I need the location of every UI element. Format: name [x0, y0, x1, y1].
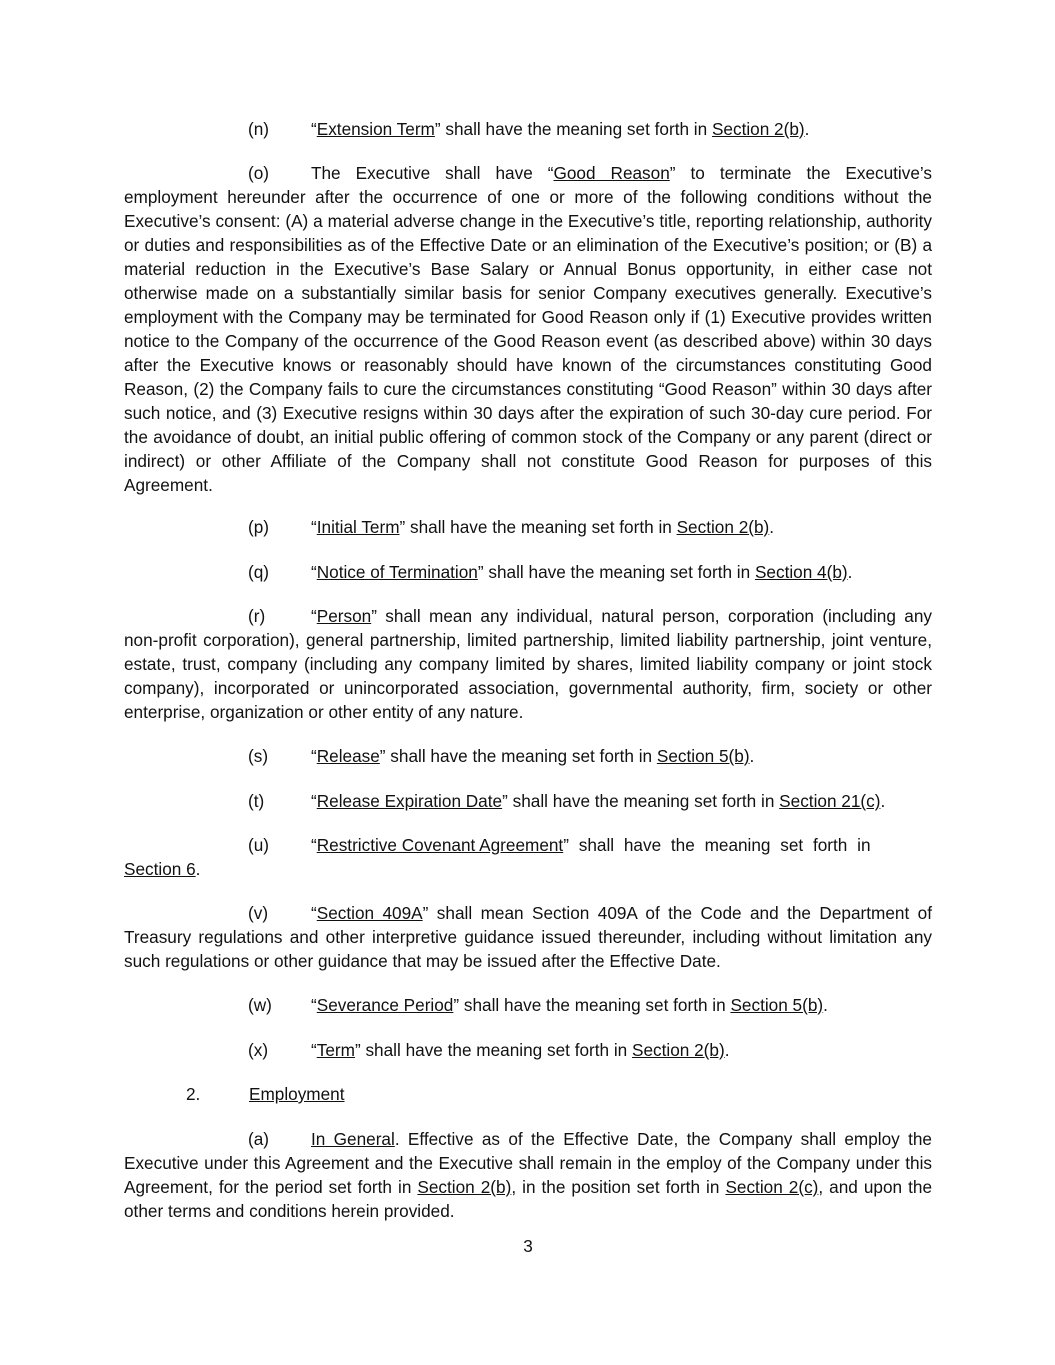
section-reference: Section 4(b) [754, 562, 848, 582]
item-label: (o) [248, 163, 270, 183]
definition-good-reason: (o) The Executive shall have “Good Reason” to terminate the Executive’s employment hereunder after the occurrence of one or more of the following conditions without the Executive’s consent: (A) a material adverse change in the Executive’s title, reporting relationship, authority or duties and responsibilities as of the Effective Date or an elimination of the Executive’s position; or (B) a material reduction in the Executive’s Base Salary or Annual Bonus opportunity, in either case not otherwise made on a substantially similar basis for senior Company executives generally. Executive’s employment with the Company may be terminated for Good Reason only if (1) Executive provides written notice to the Company of the occurrence of the Good Reason event (as described above) within 30 days after the Executive knows or reasonably should have known of the circumstances constituting Good Reason, (2) the Company fails to cure the circumstances constituting “Good Reason” within 30 days after such notice, and (3) Executive resigns within 30 days after the expiration of such 30-day cure period. For the avoidance of doubt, an initial public offering of common stock of the Company or any parent (direct or indirect) or other Affiliate of the Company shall not constitute Good Reason for purposes of this Agreement. [124, 163, 932, 495]
item-label: (u) [248, 835, 270, 855]
definition-person: (r) “Person” shall mean any individual, natural person, corporation (including any non-profit corporation), general partnership, limited partnership, limited liability partnership, joint venture, estate, trust, company (including any company limited by shares, limited liability company or joint stock company), incorporated or unincorporated association, governmental authority, firm, society or other enterprise, organization or other entity of any nature. [124, 606, 932, 722]
definition-section-409a: (v) “Section 409A” shall mean Section 409A of the Code and the Department of Treasury regulations and other interpretive guidance issued thereunder, including without limitation any such regulations or other guidance that may be issued after the Effective Date. [124, 903, 932, 971]
item-label: (q) [248, 562, 270, 582]
page-number: 3 [523, 1236, 533, 1256]
section-title: Employment [249, 1084, 345, 1104]
defined-term: Term [316, 1040, 355, 1060]
definition-extension-term: (n) “Extension Term” shall have the meaning set forth in Section 2(b). [248, 119, 810, 139]
section-reference: Section 2(b) [632, 1040, 725, 1060]
defined-term: Extension Term [316, 119, 435, 139]
definition-restrictive-covenant-agreement: (u) “Restrictive Covenant Agreement” shall have the meaning set forth in Section 6. [124, 835, 871, 879]
section-reference: Section 2(b) [711, 119, 805, 139]
defined-term: Notice of Termination [316, 562, 478, 582]
clause-heading: In General [311, 1129, 395, 1149]
section-reference: Section 5(b) [656, 746, 750, 766]
defined-term: Initial Term [316, 517, 400, 537]
defined-term: Release Expiration Date [316, 791, 503, 811]
item-label: (r) [248, 606, 266, 626]
definition-notice-of-termination: (q) “Notice of Termination” shall have the meaning set forth in Section 4(b). [248, 562, 853, 582]
defined-term: Section 409A [316, 903, 423, 923]
item-label: (v) [248, 903, 269, 923]
defined-term: Person [316, 606, 372, 626]
definition-severance-period: (w) “Severance Period” shall have the meaning set forth in Section 5(b). [248, 995, 828, 1015]
section-reference: Section 21(c) [779, 791, 881, 811]
defined-term: Good Reason [553, 163, 670, 183]
item-label: (t) [248, 791, 265, 811]
item-label: (w) [248, 995, 272, 1015]
section-reference: Section 6 [124, 859, 196, 879]
defined-term: Release [316, 746, 380, 766]
definition-term: (x) “Term” shall have the meaning set forth in Section 2(b). [248, 1040, 730, 1060]
item-label: (n) [248, 119, 270, 139]
section-reference: Section 2(b) [676, 517, 770, 537]
defined-term: Restrictive Covenant Agreement [316, 835, 564, 855]
section-reference: Section 2(c) [725, 1177, 819, 1197]
section-reference: Section 2(b) [417, 1177, 512, 1197]
clause-in-general: (a) In General. Effective as of the Effective Date, the Company shall employ the Executive under this Agreement and the Executive shall remain in the employ of the Company under this Agreement, for the period set forth in Section 2(b), in the position set forth in Section 2(c), and upon the other terms and conditions herein provided. [124, 1129, 933, 1221]
section-heading-employment [124, 1082, 994, 1106]
item-label: (x) [248, 1040, 269, 1060]
defined-term: Severance Period [316, 995, 454, 1015]
definition-initial-term: (p) “Initial Term” shall have the meaning set forth in Section 2(b). [248, 517, 775, 537]
section-number: 2. [186, 1084, 201, 1104]
section-reference: Section 5(b) [730, 995, 824, 1015]
definition-release-expiration-date: (t) “Release Expiration Date” shall have the meaning set forth in Section 21(c). [248, 791, 886, 811]
item-label: (a) [248, 1129, 270, 1149]
item-label: (s) [248, 746, 269, 766]
definition-release: (s) “Release” shall have the meaning set forth in Section 5(b). [248, 746, 755, 766]
item-label: (p) [248, 517, 270, 537]
